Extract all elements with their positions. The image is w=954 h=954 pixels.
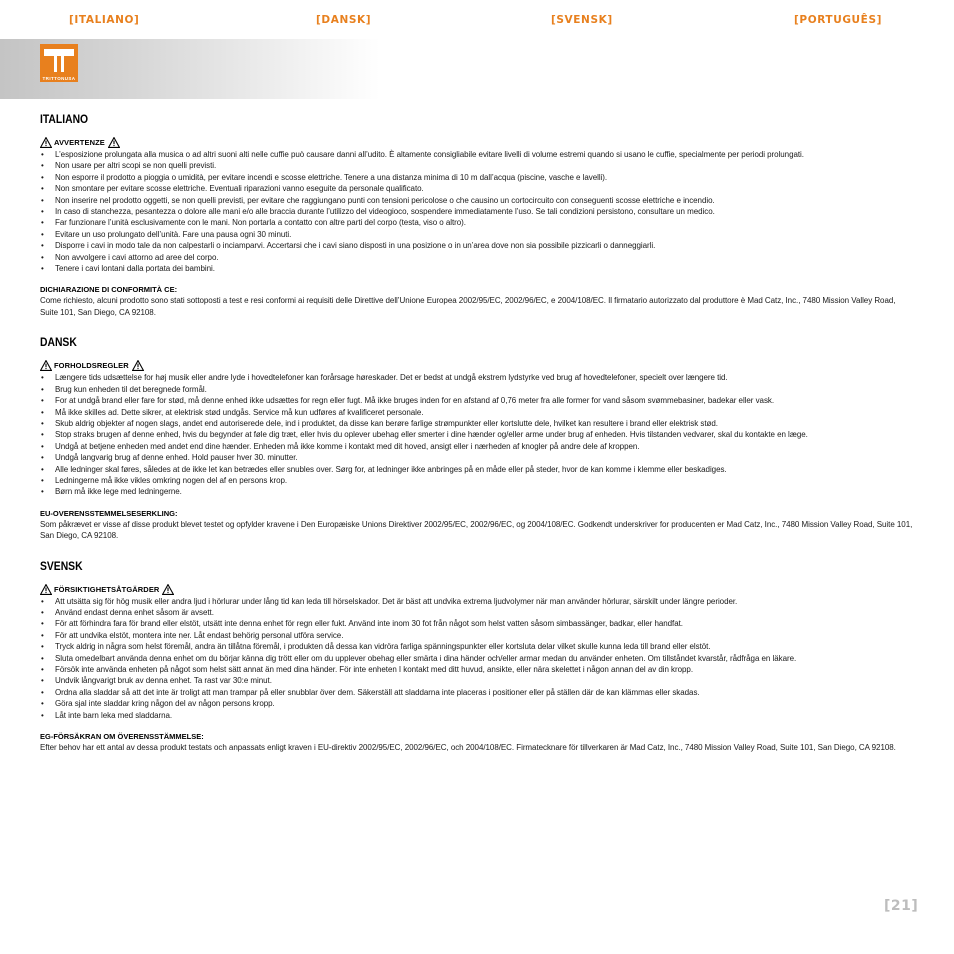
- list-item: • Brug kun enheden til det beregnede formål.: [40, 384, 915, 395]
- list-item: • Undgå langvarig brug af denne enhed. Hold pauser hver 30. minutter.: [40, 452, 915, 463]
- list-item: • Ordna alla sladdar så att det inte är troligt att man trampar på eller snubblar över dem. Säkerställ att sladdarna inte placeras i positioner eller på ställen där de kan klämmas eller skadas.: [40, 687, 915, 698]
- list-item: • Använd endast denna enhet såsom är avsett.: [40, 607, 915, 618]
- declaration-heading: EU-OVERENSSTEMMELSESERKLING:: [40, 508, 178, 518]
- declaration-text: Som påkrævet er visse af disse produkt blevet testet og opfylder kravene i Den Europæiske Unions Direktiver 2002/95/EC, 2002/96/EC, og 2004/108/EC. Godkendt underskriver for producenten er Mad Catz, Inc., 7480 Mission Valley Road, Suite 101, San Diego, CA 92108.: [40, 519, 913, 541]
- list-item: • För att undvika elstöt, montera inte ner. Låt endast behörig personal utföra service.: [40, 630, 915, 641]
- warning-triangle-icon: [40, 584, 52, 595]
- list-item: • Må ikke skilles ad. Dette sikrer, at elektrisk stød undgås. Service må kun udføres af kvalificeret personale.: [40, 407, 915, 418]
- document-content: [40, 113, 915, 771]
- warning-label: AVVERTENZE: [54, 138, 105, 147]
- nav-link-svensk[interactable]: [SVENSK]: [551, 14, 613, 26]
- warning-label: FÖRSIKTIGHETSÅTGÄRDER: [54, 584, 160, 594]
- section-dansk: [40, 336, 915, 541]
- section-italiano: [40, 113, 915, 318]
- logo-wordmark: TRITTONUSA: [42, 76, 76, 81]
- list-item: • Evitare un uso prolungato dell’unità. Fare una pausa ogni 30 minuti.: [40, 229, 915, 240]
- warning-triangle-icon: [40, 360, 52, 371]
- list-item: • For at undgå brand eller fare for stød, må denne enhed ikke udsættes for regn eller fugt. Må ikke bruges inden for en afstand af 0,76 meter fra alle former for vand såsom svømmebasiner, badekar eller vask.: [40, 395, 915, 406]
- list-item: • In caso di stanchezza, pesantezza o dolore alle mani e/o alle braccia durante l’utilizzo del videogioco, sospendere immediatamente l’uso. Se tali condizioni persistono, consultare un medico.: [40, 206, 915, 217]
- warning-triangle-icon: [132, 360, 144, 371]
- warning-triangle-icon: [162, 584, 174, 595]
- declaration-heading: DICHIARAZIONE DI CONFORMITÀ CE:: [40, 285, 178, 295]
- section-title-svensk: SVENSK: [40, 560, 83, 573]
- warning-list: [40, 596, 915, 721]
- list-item: • Låt inte barn leka med sladdarna.: [40, 710, 915, 721]
- warning-label: FORHOLDSREGLER: [54, 361, 129, 371]
- list-item: • Non inserire nel prodotto oggetti, se non quelli previsti, per evitare che raggiungano punti con tensioni pericolose o che causino un cortocircuito con conseguenti scosse elettriche e incendio.: [40, 195, 915, 206]
- warning-heading: [40, 584, 915, 595]
- list-item: • Skub aldrig objekter af nogen slags, andet end autoriserede dele, ind i produktet, da disse kan berøre farlige strømpunkter eller kortslutte dele, hvilket kan resultere i brand eller elektrisk stød.: [40, 418, 915, 429]
- list-item: • Børn må ikke lege med ledningerne.: [40, 486, 915, 497]
- list-item: • Stop straks brugen af denne enhed, hvis du begynder at føle dig træt, eller hvis du oplever ubehag eller smerter i dine hænder og/eller arme under brug af enheden. Hvis tilstanden vedvarer, skal du kontakte en læge.: [40, 429, 915, 440]
- section-title-dansk: DANSK: [40, 337, 77, 350]
- list-item: • Non smontare per evitare scosse elettriche. Eventuali riparazioni vanno eseguite da personale qualificato.: [40, 183, 915, 194]
- list-item: • Non esporre il prodotto a pioggia o umidità, per evitare incendi e scosse elettriche. Tenere a una distanza minima di 10 m dall’acqua (piscine, vasche e lavelli).: [40, 172, 915, 183]
- list-item: • Non avvolgere i cavi attorno ad aree del corpo.: [40, 252, 915, 263]
- list-item: • Disporre i cavi in modo tale da non calpestarli o inciamparvi. Accertarsi che i cavi siano disposti in una posizione o in un’area dove non sia possibile pizzicarli o danneggiarli.: [40, 240, 915, 251]
- list-item: • För att förhindra fara för brand eller elstöt, utsätt inte denna enhet för regn eller fukt. Använd inte inom 30 fot från något som helst vatten såsom simbassänger, badkar, eller handfat.: [40, 618, 915, 629]
- list-item: • Sluta omedelbart använda denna enhet om du börjar känna dig trött eller om du upplever obehag eller smärta i dina händer och/eller armar medan du använder enheten. Om tillståndet kvarstår, rådfråga en läkare.: [40, 653, 915, 664]
- list-item: • L’esposizione prolungata alla musica o ad altri suoni alti nelle cuffie può causare danni all’udito. È altamente consigliabile evitare livelli di volume estremi quando si usano le cuffie, specialmente per periodi prolungati.: [40, 149, 915, 160]
- list-item: • Ledningerne må ikke vikles omkring nogen del af en persons krop.: [40, 475, 915, 486]
- list-item: • Göra sjal inte sladdar kring någon del av någon persons kropp.: [40, 698, 915, 709]
- list-item: • Tryck aldrig in några som helst föremål, andra än tillåtna föremål, i produkten då dessa kan vidröra farliga spänningspunkter eller kortsluta delar vilket skulle kunna leda till brand eller elstöt.: [40, 641, 915, 652]
- declaration-text: Come richiesto, alcuni prodotto sono stati sottoposti a test e resi conformi ai requisiti delle Direttive dell’Unione Europea 2002/95/EC, 2002/96/EC, e 2004/108/EC. Il firmatario autorizzato dal produttore è Mad Catz, Inc., 7480 Mission Valley Road, Suite 101, San Diego, CA 92108.: [40, 296, 896, 317]
- list-item: • Försök inte använda enheten på något som helst sätt annat än med dina händer. För inte enheten I kontakt med ditt huvud, ansikte, eller nära skelettet i någon annan del av din kropp.: [40, 664, 915, 675]
- section-title-italiano: ITALIANO: [40, 114, 89, 126]
- list-item: • Længere tids udsættelse for høj musik eller andre lyde i hovedtelefoner kan forårsage høreskader. Det er bedst at undgå ekstrem lydstyrke ved brug af hovedtelefoner, specielt over længere tid.: [40, 372, 915, 383]
- warning-triangle-icon: [40, 137, 52, 148]
- warning-list: [40, 149, 915, 274]
- list-item: • Far funzionare l’unità esclusivamente con le mani. Non portarla a contatto con altre parti del corpo (testa, viso o altro).: [40, 217, 915, 228]
- list-item: • Undvik långvarigt bruk av denna enhet. Ta rast var 30:e minut.: [40, 675, 915, 686]
- list-item: • Undgå at betjene enheden med andet end dine hænder. Enheden må ikke komme i kontakt med dit hoved, ansigt eller i nærheden af knogler på andre dele af kroppen.: [40, 441, 915, 452]
- nav-link-italiano[interactable]: [ITALIANO]: [69, 14, 140, 26]
- warning-list: [40, 372, 915, 497]
- list-item: • Alle ledninger skal føres, således at de ikke let kan betrædes eller snubles over. Sørg for, at ledninger ikke anbringes på en måde eller på steder, hvor de kan komme i klemme eller beskadiges.: [40, 464, 915, 475]
- warning-heading: [40, 360, 915, 371]
- list-item: • Tenere i cavi lontani dalla portata dei bambini.: [40, 263, 915, 274]
- declaration-heading: EG-FÖRSÄKRAN OM ÖVERENSSTÄMMELSE:: [40, 732, 204, 742]
- nav-link-portugues[interactable]: [PORTUGUÊS]: [794, 14, 883, 26]
- language-nav: [0, 14, 954, 30]
- section-svensk: [40, 560, 915, 754]
- nav-link-dansk[interactable]: [DANSK]: [316, 14, 372, 26]
- warning-triangle-icon: [108, 137, 120, 148]
- declaration-text: Efter behov har ett antal av dessa produkt testats och anpassats enligt kraven i EU-direktiv 2002/95/EC, 2002/96/EC, och 2004/108/EC. Firmatecknare för tillverkaren är Mad Catz, Inc., 7480 Mission Valley Road, Suite 101, San Diego, CA 92108.: [40, 743, 896, 753]
- warning-heading: [40, 137, 915, 148]
- list-item: • Non usare per altri scopi se non quelli previsti.: [40, 160, 915, 171]
- page-number: [21]: [884, 898, 919, 914]
- list-item: • Att utsätta sig för hög musik eller andra ljud i hörlurar under lång tid kan leda till hörselskador. Det är bäst att undvika extrema ljudvolymer när man använder hörlurar, särskilt under längre perioder.: [40, 596, 915, 607]
